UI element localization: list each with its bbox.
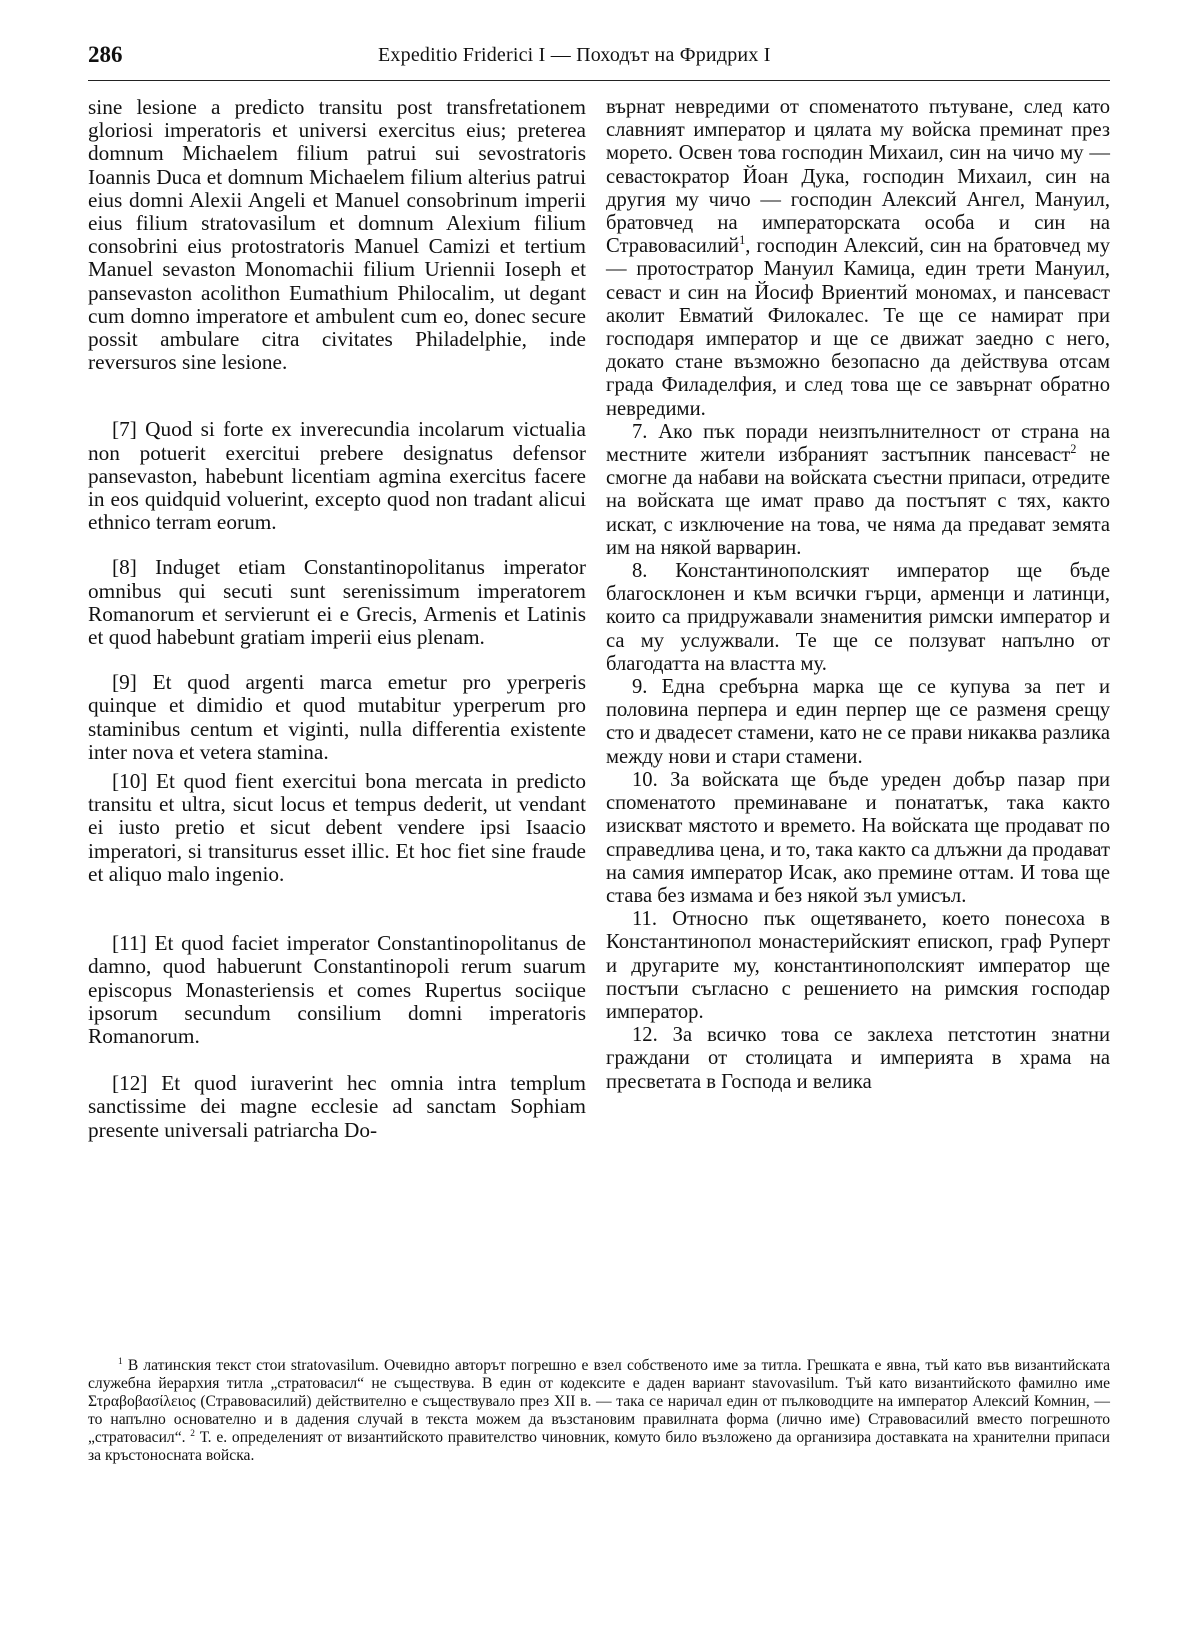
page-number: 286 xyxy=(88,42,123,67)
header-rule xyxy=(88,80,1110,81)
latin-paragraph-6-continued: sine lesione a predicto transitu post transfretationem gloriosi imperatoris et universi exercitus eius; preterea domnum Michaelem filium patrui sui sevostratoris Ioannis Duca et domnum Michaelem filium alterius patrui eius domni Alexii Angeli et Manuel consobrinum imperii eius filium stratovasilum et domnum Alexium filium consobrini eius protostratoris Manuel Camizi et tertium Manuel sevaston Monomachii filium Uriennii Ioseph et pansevaston acolithon Eumathium Philocalim, ut degant cum domno imperatore et ambulent cum eo, donec secure possit ambulare citra civitates Philadelphie, inde reversuros sine lesione. xyxy=(88,95,586,375)
latin-column xyxy=(88,96,586,1142)
footnote-ref-2: 2 xyxy=(1070,442,1077,457)
footnote-2-number: 2 xyxy=(190,1429,195,1440)
footnote-2: Т. е. определеният от византийското правителство чиновник, комуто било възложено да организира доставката на хранителни припаси за кръстоносната войска. xyxy=(88,1429,1110,1465)
footnote-1-number: 1 xyxy=(118,1356,123,1367)
latin-paragraph-7: [7] Quod si forte ex inverecundia incolarum victualia non potuerit exercitui prebere designatus defensor pansevaston, habebunt licentiam agmina exercitus facere in eos quidquid voluerint, excepto quod non tradant alicui ethnico terram eorum. xyxy=(88,417,586,535)
bulgarian-paragraph-11: 11. Относно пък ощетяването, което понесоха в Константинопол монастерийският епископ, граф Руперт и другарите му, константинополският император ще постъпи съгласно с решението на римския господар император. xyxy=(606,908,1110,1023)
footnote-ref-1: 1 xyxy=(739,233,746,248)
running-title: Expeditio Friderici I — Походът на Фридрих I xyxy=(378,44,771,66)
bg-p0-part-a: върнат невредими от споменатото пътуване, след като славният император и цялата му войска преминат през морето. Освен това господин Михаил, син на чичо му — севастократор Йоан Дука, господин Михаил, син на другия му чичо — господин Алексий Ангел, Мануил, братовчед на императорската особа и син на Стравовасилий xyxy=(606,96,1110,258)
page-header xyxy=(88,42,1110,78)
bulgarian-paragraph-9: 9. Една сребърна марка ще се купува за пет и половина перпера и един перпер ще се разменя срещу сто и двадесет стамени, като не се прави никаква разлика между нови и стари стамени. xyxy=(606,676,1110,768)
latin-paragraph-8: [8] Induget etiam Constantinopolitanus imperator omnibus qui secuti sunt serenissimum imperatorem Romanorum et servierunt ei e Grecis, Armenis et Latinis et quod habebunt gratiam imperii eius plenam. xyxy=(88,555,586,650)
bg-p0-part-b: , господин Алексий, син на братовчед му — протостратор Мануил Камица, един трети Мануил, севаст и син на Йосиф Вриентий мономах, и пансеваст аколит Евматий Филокалес. Те ще се намират при господаря император и ще се движат заедно с него, докато стане възможно безопасно да действува отсам града Филаделфия, и след това ще се завърнат обратно невредими. xyxy=(606,235,1110,420)
bulgarian-column xyxy=(606,96,1110,1094)
footnote-text xyxy=(88,1357,1110,1466)
footnote-1: В латинския текст стои stratovasilum. Очевидно авторът погрешно е взел собственото име за титла. Грешката е явна, тъй като във византийската служебна йерархия титла „стратовасил“ не съществува. В един от кодексите е даден вариант stavovasilum. Тъй като византийското фамилно име Στραβοβασίλειος (Стравовасилий) действително е съществувало през XII в. — така се наричал един от пълководците на император Алексий Комнин, — то напълно основателно и в дадения случай в текста можем да възстановим правилната форма (лично име) Стравовасилий вместо погрешното „стратовасил“. xyxy=(88,1357,1110,1447)
bulgarian-paragraph-10: 10. За войската ще бъде уреден добър пазар при споменатото преминаване и понататък, така както изискват мястото и времето. На войската ще продават по справедлива цена, и то, така както са длъжни да продават на самия император Исак, ако премине оттам. И това ще става без измама и без някой зъл умисъл. xyxy=(606,768,1110,907)
latin-paragraph-10: [10] Et quod fient exercitui bona mercata in predicto transitu et ultra, sicut locus et tempus dederit, ut vendant ei iusto pretio et sicut debent vendere ipsi Isaacio imperatori, si transiturus esset illic. Et hoc fiet sine fraude et aliquo malo ingenio. xyxy=(88,769,586,886)
latin-paragraph-11: [11] Et quod faciet imperator Constantinopolitanus de damno, quod habuerunt Constantinopoli rerum suarum episcopus Monasteriensis et comes Rupertus sociique ipsorum secundum consilium domni imperatoris Romanorum. xyxy=(88,931,586,1048)
bg-p7-part-b: не смогне да набави на войската съестни припаси, отредите на войската ще имат право да постъпят с тях, както искат, с изключение на това, че няма да предават земята им на някой варварин. xyxy=(606,444,1110,559)
bulgarian-paragraph-12: 12. За всичко това се заклеха петстотин знатни граждани от столицата и империята в храма на пресветата в Господа и велика xyxy=(606,1024,1110,1093)
latin-paragraph-12: [12] Et quod iuraverint hec omnia intra templum sanctissime dei magne ecclesie ad sanctam Sophiam presente universali patriarcha Do- xyxy=(88,1071,586,1142)
bulgarian-paragraph-6-continued xyxy=(606,96,1110,421)
bulgarian-paragraph-8: 8. Константинополският император ще бъде благосклонен и към всички гърци, арменци и латинци, които са придружавали знаменития римски император и са му услужвали. Те ще се ползуват напълно от благодатта на властта му. xyxy=(606,560,1110,675)
latin-paragraph-9: [9] Et quod argenti marca emetur pro yperperis quinque et dimidio et quod mutabitur yperperum pro staminibus centum et viginti, nulla differentia existente inter nova et vetera stamina. xyxy=(88,670,586,764)
bg-p7-part-a: 7. Ако пък поради неизпълнителност от страна на местните жители избраният застъпник пансеваст xyxy=(606,420,1110,467)
bulgarian-paragraph-7 xyxy=(606,421,1110,560)
footnotes xyxy=(88,1357,1110,1466)
